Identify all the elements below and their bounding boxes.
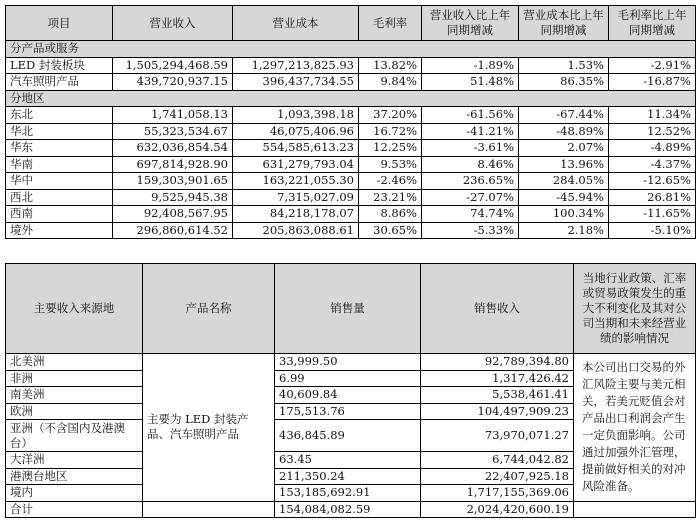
cost-change-cell: 1.53% <box>519 57 609 74</box>
revenue-cell: 159,303,901.65 <box>113 173 233 190</box>
sales-cell: 5,538,461.41 <box>421 387 574 404</box>
margin-cell: 9.84% <box>359 74 422 91</box>
revenue-cell: 697,814,928.90 <box>113 156 233 173</box>
revenue-breakdown-table <box>5 5 696 239</box>
region-cell: 境内 <box>6 485 143 502</box>
region-cell: 非洲 <box>6 370 143 387</box>
cost-cell: 396,437,734.55 <box>233 74 359 91</box>
cost-cell: 163,221,055.30 <box>233 173 359 190</box>
revenue-cell: 9,525,945.38 <box>113 189 233 206</box>
margin-cell: 37.20% <box>359 107 422 124</box>
revenue-change-cell: -27.07% <box>422 189 519 206</box>
margin-change-cell: 26.81% <box>609 189 696 206</box>
row-label: 华中 <box>6 173 113 190</box>
header-item: 项目 <box>6 6 113 41</box>
revenue-change-cell: -61.56% <box>422 107 519 124</box>
section-row <box>6 90 696 107</box>
total-row <box>6 501 696 518</box>
header-row <box>6 6 696 41</box>
cost-cell: 631,279,793.04 <box>233 156 359 173</box>
margin-change-cell: -12.65% <box>609 173 696 190</box>
region-cell: 亚洲（不含国内及港澳台） <box>6 420 143 452</box>
empty-cell <box>574 501 696 518</box>
section-region-label: 分地区 <box>6 90 696 107</box>
margin-cell: 8.86% <box>359 206 422 223</box>
cost-change-cell: -45.94% <box>519 189 609 206</box>
header-margin-change: 毛利率比上年同期增减 <box>609 6 696 41</box>
region-cell: 南美洲 <box>6 387 143 404</box>
revenue-cell: 92,408,567.95 <box>113 206 233 223</box>
cost-change-cell: -48.89% <box>519 123 609 140</box>
region-cell: 大洋洲 <box>6 452 143 469</box>
cost-change-cell: -67.44% <box>519 107 609 124</box>
cost-cell: 1,093,398.18 <box>233 107 359 124</box>
header-revenue-change: 营业收入比上年同期增减 <box>422 6 519 41</box>
section-product-label: 分产品或服务 <box>6 41 696 58</box>
cost-cell: 46,075,406.96 <box>233 123 359 140</box>
revenue-change-cell: 8.46% <box>422 156 519 173</box>
table-row <box>6 156 696 173</box>
margin-change-cell: -5.10% <box>609 222 696 239</box>
margin-change-cell: -11.65% <box>609 206 696 223</box>
region-cell: 欧洲 <box>6 403 143 420</box>
sales-cell: 73,970,071.27 <box>421 420 574 452</box>
cost-change-cell: 100.34% <box>519 206 609 223</box>
cost-cell: 1,297,213,825.93 <box>233 57 359 74</box>
table-row <box>6 173 696 190</box>
row-label: 东北 <box>6 107 113 124</box>
revenue-cell: 1,505,294,468.59 <box>113 57 233 74</box>
header-cost-change: 营业成本比上年同期增减 <box>519 6 609 41</box>
sales-cell: 6,744,042.82 <box>421 452 574 469</box>
quantity-cell: 33,999.50 <box>275 354 421 371</box>
table-row <box>6 74 696 91</box>
sales-cell: 1,717,155,369.06 <box>421 485 574 502</box>
cost-cell: 84,218,178.07 <box>233 206 359 223</box>
revenue-cell: 55,323,534.67 <box>113 123 233 140</box>
margin-cell: -2.46% <box>359 173 422 190</box>
quantity-cell: 6.99 <box>275 370 421 387</box>
revenue-change-cell: -1.89% <box>422 57 519 74</box>
revenue-change-cell: 74.74% <box>422 206 519 223</box>
row-label: 西北 <box>6 189 113 206</box>
header-sales-revenue: 销售收入 <box>421 264 574 354</box>
margin-change-cell: 11.34% <box>609 107 696 124</box>
overseas-sales-table <box>5 263 696 518</box>
revenue-cell: 1,741,058.13 <box>113 107 233 124</box>
row-label: 华东 <box>6 140 113 157</box>
margin-change-cell: -2.91% <box>609 57 696 74</box>
sales-cell: 92,789,394.80 <box>421 354 574 371</box>
revenue-cell: 439,720,937.15 <box>113 74 233 91</box>
cost-change-cell: 2.18% <box>519 222 609 239</box>
header-cost: 营业成本 <box>233 6 359 41</box>
row-label: 华南 <box>6 156 113 173</box>
cost-change-cell: 2.07% <box>519 140 609 157</box>
margin-cell: 12.25% <box>359 140 422 157</box>
margin-cell: 9.53% <box>359 156 422 173</box>
revenue-change-cell: -41.21% <box>422 123 519 140</box>
header-sales-volume: 销售量 <box>275 264 421 354</box>
header-margin: 毛利率 <box>359 6 422 41</box>
cost-change-cell: 86.35% <box>519 74 609 91</box>
sales-cell: 22,407,925.18 <box>421 468 574 485</box>
region-cell: 北美洲 <box>6 354 143 371</box>
cost-cell: 554,585,613.23 <box>233 140 359 157</box>
table-row <box>6 107 696 124</box>
header-row <box>6 264 696 354</box>
section-row <box>6 41 696 58</box>
margin-cell: 30.65% <box>359 222 422 239</box>
table-row <box>6 123 696 140</box>
empty-cell <box>143 501 275 518</box>
revenue-cell: 632,036,854.54 <box>113 140 233 157</box>
table-row <box>6 140 696 157</box>
quantity-cell: 153,185,692.91 <box>275 485 421 502</box>
row-label: 汽车照明产品 <box>6 74 113 91</box>
quantity-cell: 63.45 <box>275 452 421 469</box>
margin-change-cell: -4.37% <box>609 156 696 173</box>
row-label: LED 封装板块 <box>6 57 113 74</box>
total-quantity-cell: 154,084,082.59 <box>275 501 421 518</box>
region-cell: 港澳台地区 <box>6 468 143 485</box>
quantity-cell: 40,609.84 <box>275 387 421 404</box>
quantity-cell: 211,350.24 <box>275 468 421 485</box>
revenue-change-cell: -5.33% <box>422 222 519 239</box>
quantity-cell: 175,513.76 <box>275 403 421 420</box>
table-row <box>6 222 696 239</box>
table-row <box>6 57 696 74</box>
impact-cell: 本公司出口交易的外汇风险主要与美元相关，若美元贬值会对产品出口利润会产生一定负面影响。公司通过加强外汇管理，提前做好相关的对冲风险准备。 <box>574 354 696 502</box>
revenue-cell: 296,860,614.52 <box>113 222 233 239</box>
total-label: 合计 <box>6 501 143 518</box>
cost-cell: 205,863,088.61 <box>233 222 359 239</box>
revenue-change-cell: 51.48% <box>422 74 519 91</box>
row-label: 境外 <box>6 222 113 239</box>
header-product-name: 产品名称 <box>143 264 275 354</box>
cost-change-cell: 284.05% <box>519 173 609 190</box>
margin-change-cell: 12.52% <box>609 123 696 140</box>
row-label: 西南 <box>6 206 113 223</box>
table-row <box>6 354 696 371</box>
revenue-change-cell: 236.65% <box>422 173 519 190</box>
sales-cell: 104,497,909.23 <box>421 403 574 420</box>
margin-cell: 23.21% <box>359 189 422 206</box>
total-sales-cell: 2,024,420,600.19 <box>421 501 574 518</box>
header-source-region: 主要收入来源地 <box>6 264 143 354</box>
margin-cell: 13.82% <box>359 57 422 74</box>
header-policy-impact: 当地行业政策、汇率或贸易政策发生的重大不利变化及其对公司当期和未来经营业绩的影响情况 <box>574 264 696 354</box>
margin-change-cell: -4.89% <box>609 140 696 157</box>
cost-change-cell: 13.96% <box>519 156 609 173</box>
product-name-cell: 主要为 LED 封装产品、汽车照明产品 <box>143 354 275 502</box>
quantity-cell: 436,845.89 <box>275 420 421 452</box>
cost-cell: 7,315,027.09 <box>233 189 359 206</box>
table-row <box>6 206 696 223</box>
table-row <box>6 189 696 206</box>
margin-change-cell: -16.87% <box>609 74 696 91</box>
row-label: 华北 <box>6 123 113 140</box>
sales-cell: 1,317,426.42 <box>421 370 574 387</box>
revenue-change-cell: -3.61% <box>422 140 519 157</box>
margin-cell: 16.72% <box>359 123 422 140</box>
header-revenue: 营业收入 <box>113 6 233 41</box>
